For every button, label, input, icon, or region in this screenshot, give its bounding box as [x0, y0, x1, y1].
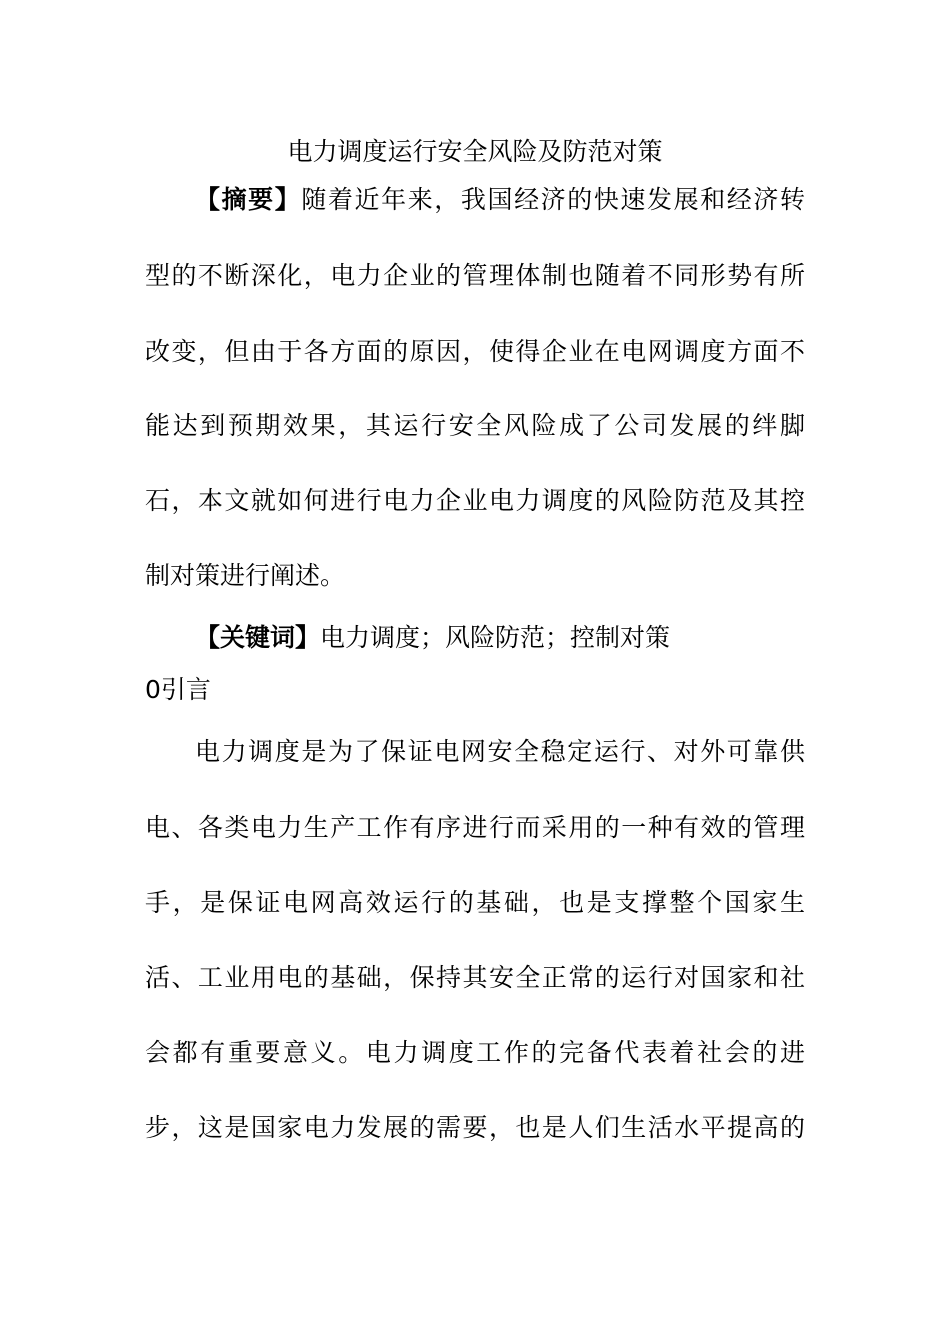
- abstract-text: 随着近年来，我国经济的快速发展和经济转: [301, 185, 805, 214]
- intro-line-1: 电力调度是为了保证电网安全稳定运行、对外可靠供: [195, 737, 805, 766]
- abstract-line-1: [195, 180, 805, 220]
- keywords-label: 【关键词】: [195, 623, 321, 652]
- document-title: 电力调度运行安全风险及防范对策: [287, 137, 663, 166]
- intro-line-2: 电、各类电力生产工作有序进行而采用的一种有效的管理: [145, 813, 805, 842]
- abstract-line-5: 石，本文就如何进行电力企业电力调度的风险防范及其控: [145, 486, 805, 515]
- intro-line-6: 步，这是国家电力发展的需要，也是人们生活水平提高的: [145, 1113, 805, 1142]
- abstract-line-4: 能达到预期效果，其运行安全风险成了公司发展的绊脚: [145, 411, 805, 440]
- keywords-line: [195, 618, 805, 658]
- abstract-line-3: 改变，但由于各方面的原因，使得企业在电网调度方面不: [145, 337, 805, 366]
- abstract-line-2: 型的不断深化，电力企业的管理体制也随着不同形势有所: [145, 261, 805, 290]
- intro-line-4: 活、工业用电的基础，保持其安全正常的运行对国家和社: [145, 963, 805, 992]
- intro-line-5: 会都有重要意义。电力调度工作的完备代表着社会的进: [145, 1038, 805, 1067]
- abstract-line-6: 制对策进行阐述。: [145, 561, 346, 590]
- intro-line-3: 手，是保证电网高效运行的基础，也是支撑整个国家生: [145, 888, 805, 917]
- keywords-text: 电力调度；风险防范；控制对策: [320, 623, 671, 652]
- section-heading: 0引言: [145, 675, 211, 704]
- abstract-label: 【摘要】: [195, 185, 302, 214]
